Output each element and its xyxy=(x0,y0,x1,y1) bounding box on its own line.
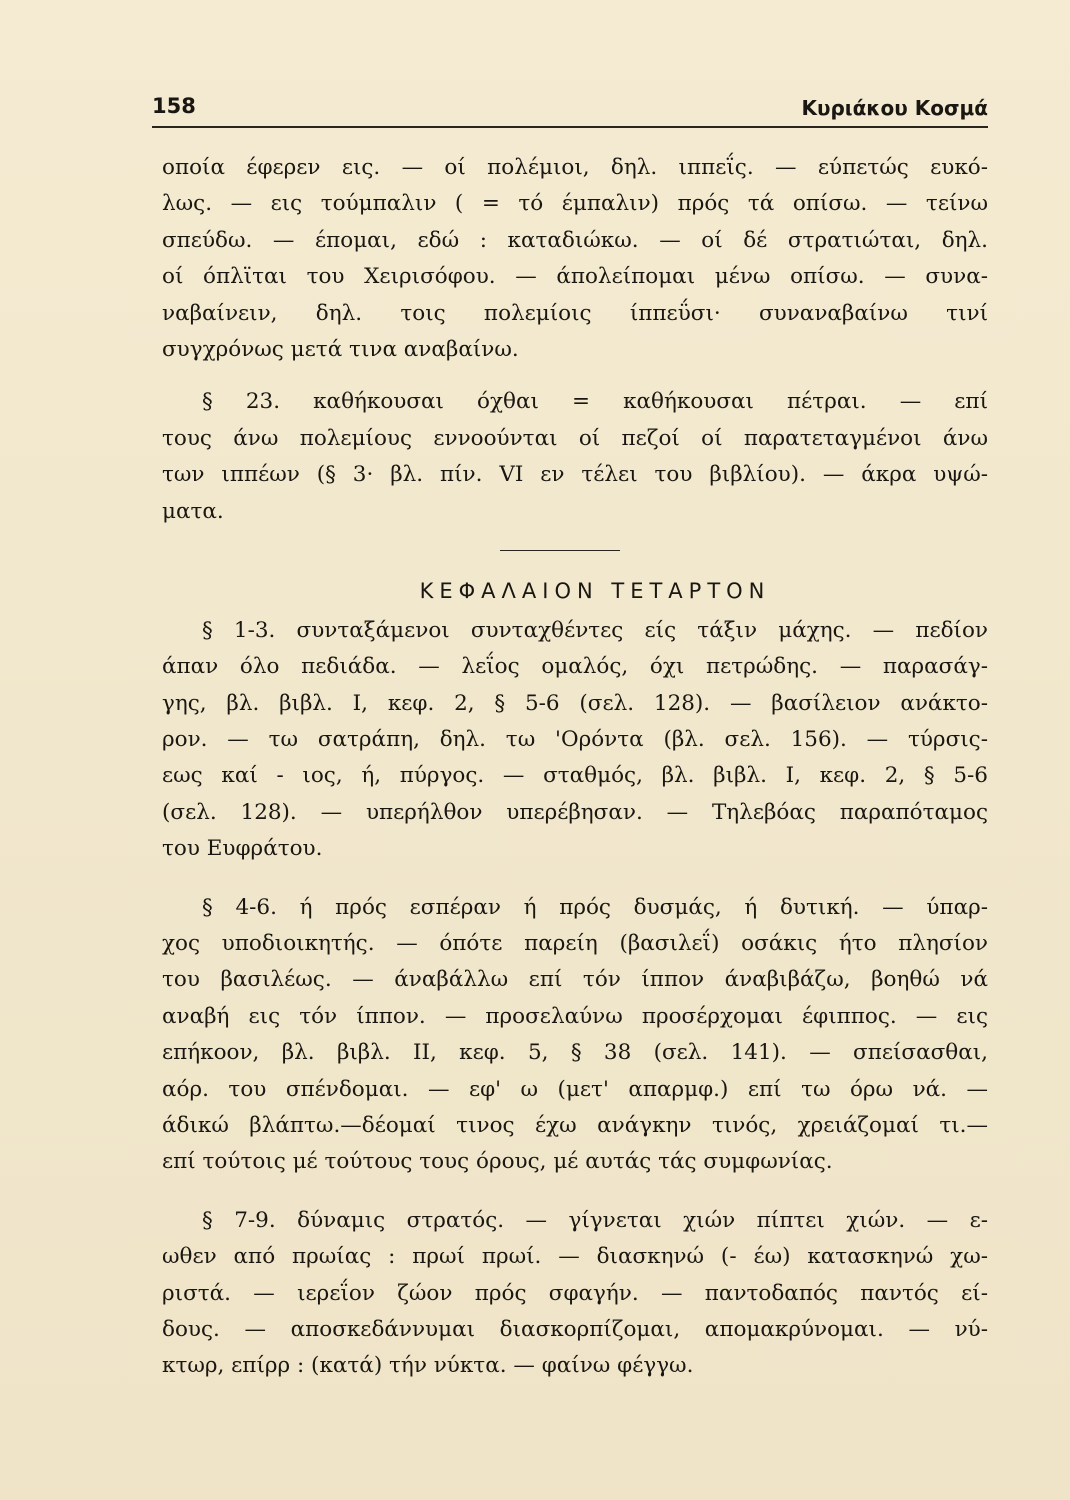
text-line: ματα. xyxy=(162,498,224,524)
section-divider xyxy=(500,550,620,551)
text-line: λως. — εις τούμπαλιν ( = τό έμπαλιν) πρός τά οπίσω. — τείνω xyxy=(162,191,988,217)
text-line: χος υποδιοικητής. — όπότε παρείη (βασιλεΐ) οσάκις ήτο πλησίον xyxy=(162,931,988,957)
paragraph-section-4-6 xyxy=(162,890,988,1181)
text-line: εως καί - ιος, ή, πύργος. — σταθμός, βλ. βιβλ. I, κεφ. 2, § 5-6 xyxy=(162,763,988,789)
page-number: 158 xyxy=(152,94,196,118)
text-line: § 1-3. συνταξάμενοι συνταχθέντες είς τάξιν μάχης. — πεδίον xyxy=(202,617,988,643)
text-line: οί όπλϊται του Χειρισόφου. — άπολείπομαι μένω οπίσω. — συνα- xyxy=(162,264,988,290)
text-line: συγχρόνως μετά τινα αναβαίνω. xyxy=(162,336,519,362)
text-line: ωθεν από πρωίας : πρωί πρωί. — διασκηνώ (- έω) κατασκηνώ χω- xyxy=(162,1244,988,1270)
text-line: κτωρ, επίρρ : (κατά) τήν νύκτα. — φαίνω φέγγω. xyxy=(162,1353,694,1379)
text-line: άδικώ βλάπτω.—δέομαί τινος έχω ανάγκην τινός, χρειάζομαί τι.— xyxy=(162,1112,988,1138)
text-line: του βασιλέως. — άναβάλλω επί τόν ίππον άναβιβάζω, βοηθώ νά xyxy=(162,967,988,993)
paragraph-section-7-9 xyxy=(162,1203,988,1385)
text-line: αναβή εις τόν ίππον. — προσελαύνω προσέρχομαι έφιππος. — εις xyxy=(162,1003,988,1029)
paragraph-section-1-3 xyxy=(162,613,988,868)
text-line: γης, βλ. βιβλ. I, κεφ. 2, § 5-6 (σελ. 128). — βασίλειον ανάκτο- xyxy=(162,690,988,716)
text-line: (σελ. 128). — υπερήλθον υπερέβησαν. — Τηλεβόας παραπόταμος xyxy=(162,799,988,825)
text-line: σπεύδω. — έπομαι, εδώ : καταδιώκω. — οί δέ στρατιώται, δηλ. xyxy=(162,227,988,253)
text-line: § 23. καθήκουσαι όχθαι = καθήκουσαι πέτραι. — επί xyxy=(202,389,988,415)
text-line: οποία έφερεν εις. — οί πολέμιοι, δηλ. ιππεΐς. — εύπετώς ευκό- xyxy=(162,155,988,180)
page-body xyxy=(162,150,988,1385)
text-line: αόρ. του σπένδομαι. — εφ' ω (μετ' απαρμφ.) επί τω όρω νά. — xyxy=(162,1076,988,1102)
text-line: τους άνω πολεμίους εννοούνται οί πεζοί οί παρατεταγμένοι άνω xyxy=(162,425,988,451)
text-line: των ιππέων (§ 3· βλ. πίν. VI εν τέλει του βιβλίου). — άκρα υψώ- xyxy=(162,462,988,488)
page-header xyxy=(152,92,988,128)
paragraph-section-23 xyxy=(162,384,988,530)
text-line: επί τούτοις μέ τούτους τους όρους, μέ αυτάς τάς συμφωνίας. xyxy=(162,1149,833,1175)
text-line: του Ευφράτου. xyxy=(162,836,323,862)
text-line: ρον. — τω σατράπη, δηλ. τω 'Ορόντα (βλ. σελ. 156). — τύρσις- xyxy=(162,727,988,753)
text-line: επήκοον, βλ. βιβλ. II, κεφ. 5, § 38 (σελ. 141). — σπείσασθαι, xyxy=(162,1040,988,1066)
text-line: δους. — αποσκεδάννυμαι διασκορπίζομαι, απομακρύνομαι. — νύ- xyxy=(162,1316,988,1342)
running-head: Κυριάκου Κοσμά xyxy=(801,96,988,120)
text-line: ναβαίνειν, δηλ. τοις πολεμίοις ίππεΰσι· συναναβαίνω τινί xyxy=(162,300,988,326)
text-line: άπαν όλο πεδιάδα. — λεΐος ομαλός, όχι πετρώδης. — παρασάγ- xyxy=(162,654,988,680)
spacer xyxy=(162,1181,988,1203)
paragraph-continued xyxy=(162,150,988,368)
text-line: § 4-6. ή πρός εσπέραν ή πρός δυσμάς, ή δυτική. — ύπαρ- xyxy=(202,894,988,920)
chapter-title: ΚΕΦΑΛΑΙΟΝ ΤΕΤΑΡΤΟΝ xyxy=(419,578,771,603)
text-line: § 7-9. δύναμις στρατός. — γίγνεται χιών πίπτει χιών. — ε- xyxy=(202,1207,988,1233)
text-line: ριστά. — ιερεΐον ζώον πρός σφαγήν. — παντοδαπός παντός εί- xyxy=(162,1280,988,1306)
spacer xyxy=(162,868,988,890)
spacer xyxy=(162,368,988,384)
